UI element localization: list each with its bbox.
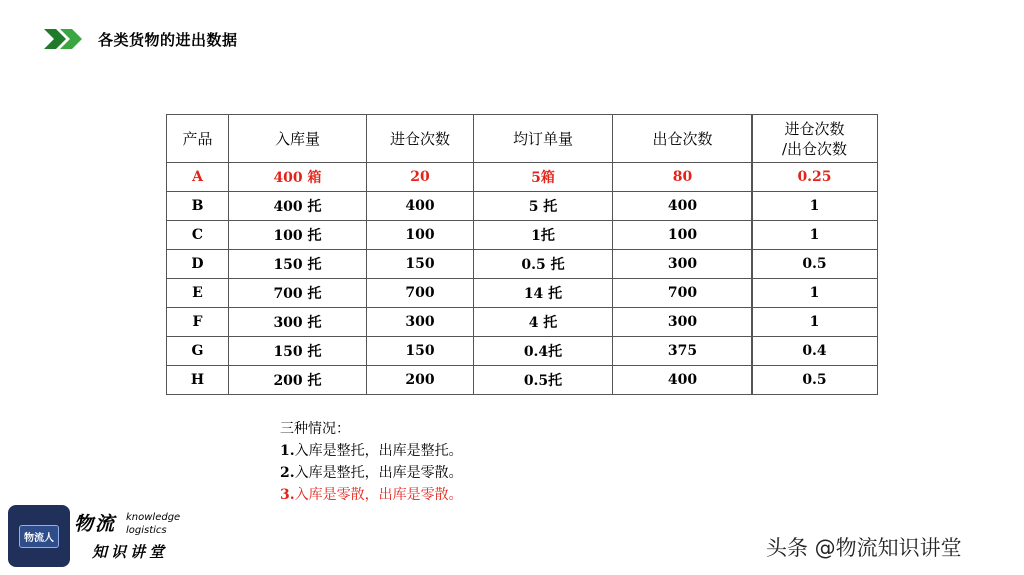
table-row <box>752 279 878 308</box>
item-number: 3. <box>280 487 295 503</box>
cell-ratio: 1 <box>752 279 878 308</box>
notes-title: 三种情况： <box>280 421 350 437</box>
notes-block <box>280 418 463 506</box>
page-title: 各类货物的进出数据 <box>98 30 238 49</box>
cell-product: G <box>167 337 229 366</box>
logo-en-line2: logistics <box>126 525 167 536</box>
cell-inbound-count: 400 <box>367 192 474 221</box>
table-row <box>167 221 753 250</box>
table-row <box>752 192 878 221</box>
cell-avg-order: 1托 <box>474 221 613 250</box>
cell-inbound-qty: 300 托 <box>229 308 367 337</box>
cell-avg-order: 0.5 托 <box>474 250 613 279</box>
cell-product: H <box>167 366 229 395</box>
cell-inbound-count: 200 <box>367 366 474 395</box>
cell-product: B <box>167 192 229 221</box>
cell-inbound-qty: 150 托 <box>229 337 367 366</box>
cell-inbound-count: 150 <box>367 250 474 279</box>
table-row <box>752 308 878 337</box>
cargo-data-table <box>166 114 753 395</box>
table-row <box>167 192 753 221</box>
cell-product: E <box>167 279 229 308</box>
watermark: 头条 @物流知识讲堂 <box>766 536 962 560</box>
cell-ratio: 0.25 <box>752 163 878 192</box>
table-row <box>167 279 753 308</box>
cell-outbound-count: 100 <box>613 221 753 250</box>
table-row <box>752 221 878 250</box>
table-row <box>167 163 753 192</box>
cell-outbound-count: 300 <box>613 250 753 279</box>
cell-outbound-count: 375 <box>613 337 753 366</box>
header-avg-order: 均订单量 <box>474 115 613 163</box>
header-inbound-count: 进仓次数 <box>367 115 474 163</box>
table-row <box>167 250 753 279</box>
list-item <box>280 462 463 484</box>
cell-ratio: 1 <box>752 192 878 221</box>
table-row <box>167 366 753 395</box>
table-header-row <box>752 115 878 163</box>
item-text: 入库是整托，出库是整托。 <box>294 443 463 459</box>
item-number: 1. <box>280 443 295 459</box>
cell-avg-order: 5箱 <box>474 163 613 192</box>
table-row <box>752 337 878 366</box>
cell-outbound-count: 400 <box>613 192 753 221</box>
cell-inbound-count: 150 <box>367 337 474 366</box>
cell-inbound-count: 300 <box>367 308 474 337</box>
cell-inbound-qty: 400 托 <box>229 192 367 221</box>
cell-outbound-count: 700 <box>613 279 753 308</box>
cell-outbound-count: 400 <box>613 366 753 395</box>
ratio-table <box>751 114 878 395</box>
logo-sub-text: 知识讲堂 <box>92 543 169 561</box>
cell-product: F <box>167 308 229 337</box>
logo-badge-text: 物流人 <box>19 525 59 548</box>
cell-avg-order: 0.5托 <box>474 366 613 395</box>
cell-ratio: 1 <box>752 221 878 250</box>
brand-logo <box>8 505 183 569</box>
item-text: 入库是整托，出库是零散。 <box>294 465 463 481</box>
table-row <box>167 308 753 337</box>
slide-header <box>44 24 238 54</box>
cell-inbound-qty: 150 托 <box>229 250 367 279</box>
cell-avg-order: 14 托 <box>474 279 613 308</box>
cell-avg-order: 0.4托 <box>474 337 613 366</box>
cell-product: A <box>167 163 229 192</box>
table-row <box>752 163 878 192</box>
cell-ratio: 1 <box>752 308 878 337</box>
list-item <box>280 440 463 462</box>
cell-outbound-count: 300 <box>613 308 753 337</box>
logo-main-text: 物流 <box>74 513 117 535</box>
cell-inbound-qty: 100 托 <box>229 221 367 250</box>
logo-english-text <box>126 511 180 537</box>
header-ratio <box>752 115 878 163</box>
cell-inbound-count: 700 <box>367 279 474 308</box>
cell-ratio: 0.5 <box>752 250 878 279</box>
header-inbound-qty: 入库量 <box>229 115 367 163</box>
header-ratio-line2: /出仓次数 <box>781 139 848 158</box>
cell-inbound-count: 100 <box>367 221 474 250</box>
cell-avg-order: 5 托 <box>474 192 613 221</box>
double-chevron-icon <box>44 29 88 49</box>
list-item <box>280 484 463 506</box>
logo-badge-icon <box>8 505 70 567</box>
table-row <box>752 366 878 395</box>
logo-en-line1: knowledge <box>126 512 181 523</box>
cell-ratio: 0.5 <box>752 366 878 395</box>
table-header-row <box>167 115 753 163</box>
table-row <box>752 250 878 279</box>
cell-avg-order: 4 托 <box>474 308 613 337</box>
cell-product: C <box>167 221 229 250</box>
cell-inbound-qty: 400 箱 <box>229 163 367 192</box>
cell-ratio: 0.4 <box>752 337 878 366</box>
cell-inbound-qty: 200 托 <box>229 366 367 395</box>
item-number: 2. <box>280 465 295 481</box>
cell-product: D <box>167 250 229 279</box>
cell-inbound-qty: 700 托 <box>229 279 367 308</box>
header-product: 产品 <box>167 115 229 163</box>
header-outbound-count: 出仓次数 <box>613 115 753 163</box>
cell-inbound-count: 20 <box>367 163 474 192</box>
table-row <box>167 337 753 366</box>
header-ratio-line1: 进仓次数 <box>784 119 845 138</box>
cell-outbound-count: 80 <box>613 163 753 192</box>
item-text: 入库是零散，出库是零散。 <box>294 487 463 503</box>
